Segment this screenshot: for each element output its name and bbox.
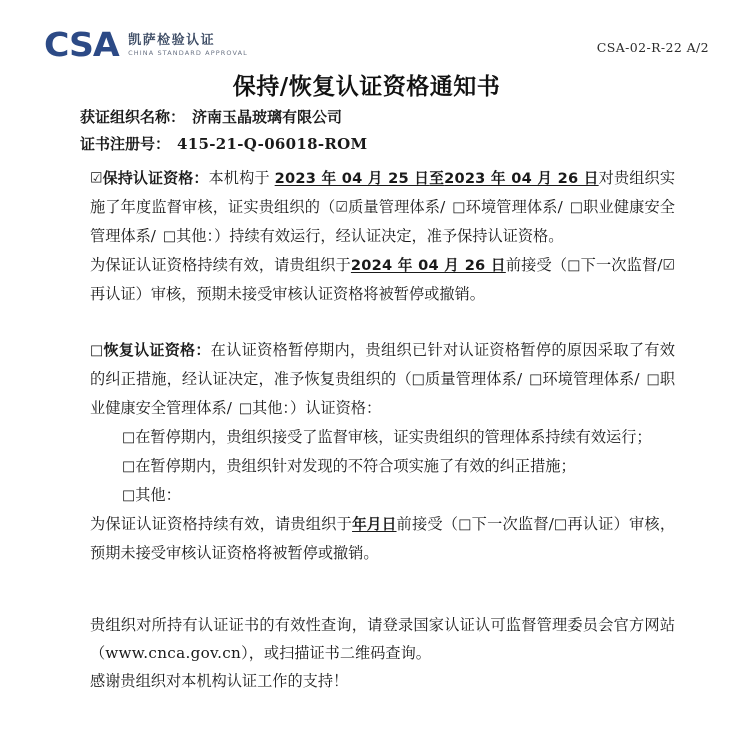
restore-next-surveillance-label: 下一次监督/ bbox=[471, 515, 554, 533]
maintain-paragraph bbox=[60, 164, 675, 251]
quality-system-checkbox[interactable]: ☑ bbox=[335, 199, 348, 216]
restore-ohs-label: 职业健康安全管理体系/ bbox=[90, 370, 676, 417]
restore-sub-item-2 bbox=[60, 452, 675, 481]
next-surveillance-label: 下一次监督/ bbox=[580, 256, 663, 274]
ohs-system-label: 职业健康安全管理体系/ bbox=[90, 198, 675, 245]
maintain-heading: 保持认证资格： bbox=[102, 169, 209, 187]
thanks-paragraph: 感谢贵组织对本机构认证工作的支持！ bbox=[90, 672, 349, 690]
maintain-text-3: ）持续有效运行，经认证决定，准予保持认证资格。 bbox=[214, 227, 564, 245]
org-name-row bbox=[60, 104, 675, 131]
next-audit-text-c: ）审核，预期未接受审核认证资格将被暂停或撤销。 bbox=[135, 285, 485, 303]
verification-paragraph bbox=[60, 611, 675, 667]
restore-sub-checkbox-3[interactable]: □ bbox=[122, 487, 136, 504]
next-audit-text-a: 为保证认证资格持续有效，请贵组织于 bbox=[90, 256, 351, 274]
restore-checkbox[interactable]: □ bbox=[90, 342, 104, 359]
other-system-label: 其他： bbox=[176, 227, 215, 245]
verification-text-a: 贵组织对所持有认证证书的有效性查询，请登录国家认证认可监督管理委员会官方网站（ bbox=[90, 616, 675, 662]
restore-text-2: ）认证资格： bbox=[290, 399, 382, 417]
maintain-checkbox[interactable]: ☑ bbox=[90, 170, 103, 187]
env-system-checkbox[interactable]: □ bbox=[452, 199, 466, 216]
restore-sub-item-1 bbox=[60, 423, 675, 452]
org-name-label: 获证组织名称： bbox=[80, 108, 186, 126]
cnca-url[interactable]: www.cnca.gov.cn bbox=[105, 644, 242, 662]
csa-logo bbox=[44, 25, 248, 64]
restore-sub-label-3: 其他： bbox=[135, 486, 181, 504]
other-system-checkbox[interactable]: □ bbox=[162, 228, 177, 245]
next-audit-text-b: 前接受（ bbox=[505, 256, 568, 274]
maintain-text-2: 对贵组织实施了年度监督审核，证实贵组织的（ bbox=[90, 169, 676, 216]
restore-recertification-checkbox[interactable]: □ bbox=[553, 516, 568, 533]
cert-number-row bbox=[60, 131, 675, 158]
restore-next-audit-paragraph bbox=[60, 510, 675, 567]
maintain-next-audit-paragraph bbox=[60, 251, 675, 308]
audit-date-join: 至 bbox=[429, 170, 445, 187]
cert-number-value: 415-21-Q-06018-ROM bbox=[177, 135, 368, 153]
page-title: 保持/恢复认证资格通知书 bbox=[232, 74, 501, 100]
quality-system-label: 质量管理体系/ bbox=[347, 198, 446, 216]
restore-env-label: 环境管理体系/ bbox=[542, 370, 640, 388]
restore-sub-label-2: 在暂停期内，贵组织针对发现的不符合项实施了有效的纠正措施； bbox=[135, 457, 576, 475]
logo-english-name: CHINA STANDARD APPROVAL bbox=[128, 48, 248, 57]
recertification-label: 再认证 bbox=[90, 285, 136, 303]
restore-text-1: 在认证资格暂停期内，贵组织已针对认证资格暂停的原因采取了有效的纠正措施，经认证决定，准予恢复贵组织的（ bbox=[90, 341, 675, 388]
maintain-text-1: 本机构于 bbox=[208, 169, 270, 187]
restore-quality-label: 质量管理体系/ bbox=[424, 370, 523, 388]
document-code: CSA-02-R-22 A/2 bbox=[596, 40, 709, 55]
restore-next-audit-text-a: 为保证认证资格持续有效，请贵组织于 bbox=[90, 515, 353, 533]
document-body bbox=[60, 104, 675, 695]
document-header bbox=[0, 25, 733, 68]
restore-next-audit-text-c: ）审核，预期未接受审核认证资格将被暂停或撤销。 bbox=[90, 515, 676, 562]
logo-chinese-name: 凯萨检验认证 bbox=[128, 32, 216, 48]
restore-sub-item-3 bbox=[60, 481, 675, 510]
restore-heading: 恢复认证资格： bbox=[103, 341, 211, 359]
restore-sub-label-1: 在暂停期内，贵组织接受了监督审核，证实贵组织的管理体系持续有效运行； bbox=[135, 428, 652, 446]
restore-ohs-checkbox[interactable]: □ bbox=[646, 371, 660, 388]
restore-other-checkbox[interactable]: □ bbox=[238, 400, 253, 417]
audit-start-date: 2023 年 04 月 25 日 bbox=[274, 170, 430, 187]
restore-other-label: 其他： bbox=[252, 399, 291, 417]
restore-env-checkbox[interactable]: □ bbox=[529, 371, 543, 388]
restore-sub-checkbox-2[interactable]: □ bbox=[122, 458, 136, 475]
restore-next-audit-date[interactable]: 年月日 bbox=[352, 516, 397, 533]
restore-paragraph bbox=[60, 336, 675, 423]
next-surveillance-checkbox[interactable]: □ bbox=[567, 257, 581, 274]
verification-text-b: ），或扫描证书二维码查询。 bbox=[241, 644, 431, 662]
restore-next-audit-text-b: 前接受（ bbox=[396, 515, 459, 533]
restore-quality-checkbox[interactable]: □ bbox=[411, 371, 425, 388]
recertification-checkbox[interactable]: ☑ bbox=[662, 257, 676, 274]
org-name-value: 济南玉晶玻璃有限公司 bbox=[192, 108, 343, 126]
restore-sub-checkbox-1[interactable]: □ bbox=[122, 429, 136, 446]
restore-next-surveillance-checkbox[interactable]: □ bbox=[458, 516, 472, 533]
logo-mark-text: CSA bbox=[44, 25, 119, 64]
restore-recertification-label: 再认证 bbox=[567, 515, 614, 533]
next-audit-date: 2024 年 04 月 26 日 bbox=[350, 257, 506, 274]
env-system-label: 环境管理体系/ bbox=[465, 198, 563, 216]
cert-number-label: 证书注册号： bbox=[80, 135, 171, 153]
logo-text-block bbox=[128, 32, 248, 58]
audit-end-date: 2023 年 04 月 26 日 bbox=[444, 170, 599, 187]
ohs-system-checkbox[interactable]: □ bbox=[569, 199, 583, 216]
